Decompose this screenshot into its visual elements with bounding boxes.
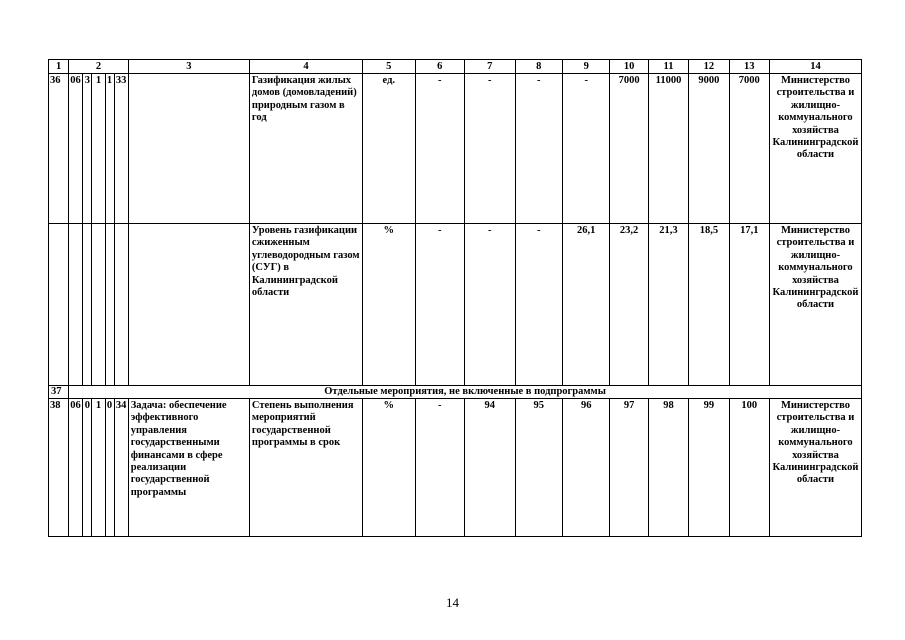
code-cell: 1 [92, 74, 105, 224]
unit-cell: ед. [363, 74, 416, 224]
value-cell: - [415, 399, 464, 537]
page-number: 14 [446, 595, 459, 610]
code-cell: 33 [114, 74, 128, 224]
code-cell [69, 224, 83, 386]
header-col-1: 1 [49, 60, 69, 74]
value-cell: - [415, 74, 464, 224]
value-cell: 96 [562, 399, 609, 537]
value-cell: 95 [515, 399, 562, 537]
executor-cell: Министерство строительства и жилищно-коммунального хозяйства Калининградской области [769, 399, 861, 537]
header-col-6: 6 [415, 60, 464, 74]
code-cell: 38 [49, 399, 69, 537]
table-row [49, 399, 862, 537]
value-cell: 23,2 [610, 224, 648, 386]
header-col-11: 11 [648, 60, 688, 74]
task-label: Задача: [130, 400, 167, 411]
header-col-12: 12 [689, 60, 729, 74]
value-cell: - [465, 74, 515, 224]
indicator-cell: Газификация жилых домов (домовладений) природным газом в год [249, 74, 362, 224]
code-cell: 36 [49, 74, 69, 224]
indicator-cell: Уровень газификации сжиженным углеводородным газом (СУГ) в Калининградской области [249, 224, 362, 386]
header-col-3: 3 [128, 60, 249, 74]
value-cell: - [415, 224, 464, 386]
code-cell: 06 [69, 399, 83, 537]
header-col-7: 7 [465, 60, 515, 74]
section-row [49, 386, 862, 399]
code-cell [105, 224, 114, 386]
header-row [49, 60, 862, 74]
code-cell [83, 224, 92, 386]
code-cell [49, 224, 69, 386]
value-cell: - [515, 224, 562, 386]
value-cell: - [562, 74, 609, 224]
value-cell: 94 [465, 399, 515, 537]
value-cell: 97 [610, 399, 648, 537]
code-cell [92, 224, 105, 386]
header-col-9: 9 [562, 60, 609, 74]
table-row [49, 224, 862, 386]
executor-cell: Министерство строительства и жилищно-коммунального хозяйства Калининградской области [769, 74, 861, 224]
unit-cell: % [363, 224, 416, 386]
value-cell: 98 [648, 399, 688, 537]
task-cell [128, 224, 249, 386]
section-title: Отдельные мероприятия, не включенные в подпрограммы [69, 386, 862, 399]
header-col-4: 4 [249, 60, 362, 74]
header-col-5: 5 [363, 60, 416, 74]
value-cell: 7000 [729, 74, 769, 224]
code-cell: 0 [83, 399, 92, 537]
code-cell [114, 224, 128, 386]
value-cell: 21,3 [648, 224, 688, 386]
value-cell: 9000 [689, 74, 729, 224]
value-cell: 26,1 [562, 224, 609, 386]
header-col-2: 2 [69, 60, 129, 74]
value-cell: 17,1 [729, 224, 769, 386]
value-cell: 11000 [648, 74, 688, 224]
unit-cell: % [363, 399, 416, 537]
value-cell: - [465, 224, 515, 386]
value-cell: - [515, 74, 562, 224]
code-cell: 0 [105, 399, 114, 537]
task-cell [128, 399, 249, 537]
code-cell: 3 [83, 74, 92, 224]
table-row [49, 74, 862, 224]
header-col-13: 13 [729, 60, 769, 74]
code-cell: 34 [114, 399, 128, 537]
program-indicators-table [48, 59, 862, 537]
code-cell: 1 [105, 74, 114, 224]
value-cell: 7000 [610, 74, 648, 224]
executor-cell: Министерство строительства и жилищно-коммунального хозяйства Калининградской области [769, 224, 861, 386]
value-cell: 100 [729, 399, 769, 537]
task-text: обеспечение эффективного управления государственными финансами в сфере реализации государственной программы [130, 400, 227, 498]
value-cell: 99 [689, 399, 729, 537]
header-col-10: 10 [610, 60, 648, 74]
indicator-cell: Степень выполнения мероприятий государственной программы в срок [249, 399, 362, 537]
section-number: 37 [49, 386, 69, 399]
header-col-8: 8 [515, 60, 562, 74]
code-cell: 1 [92, 399, 105, 537]
task-cell [128, 74, 249, 224]
code-cell: 06 [69, 74, 83, 224]
value-cell: 18,5 [689, 224, 729, 386]
header-col-14: 14 [769, 60, 861, 74]
